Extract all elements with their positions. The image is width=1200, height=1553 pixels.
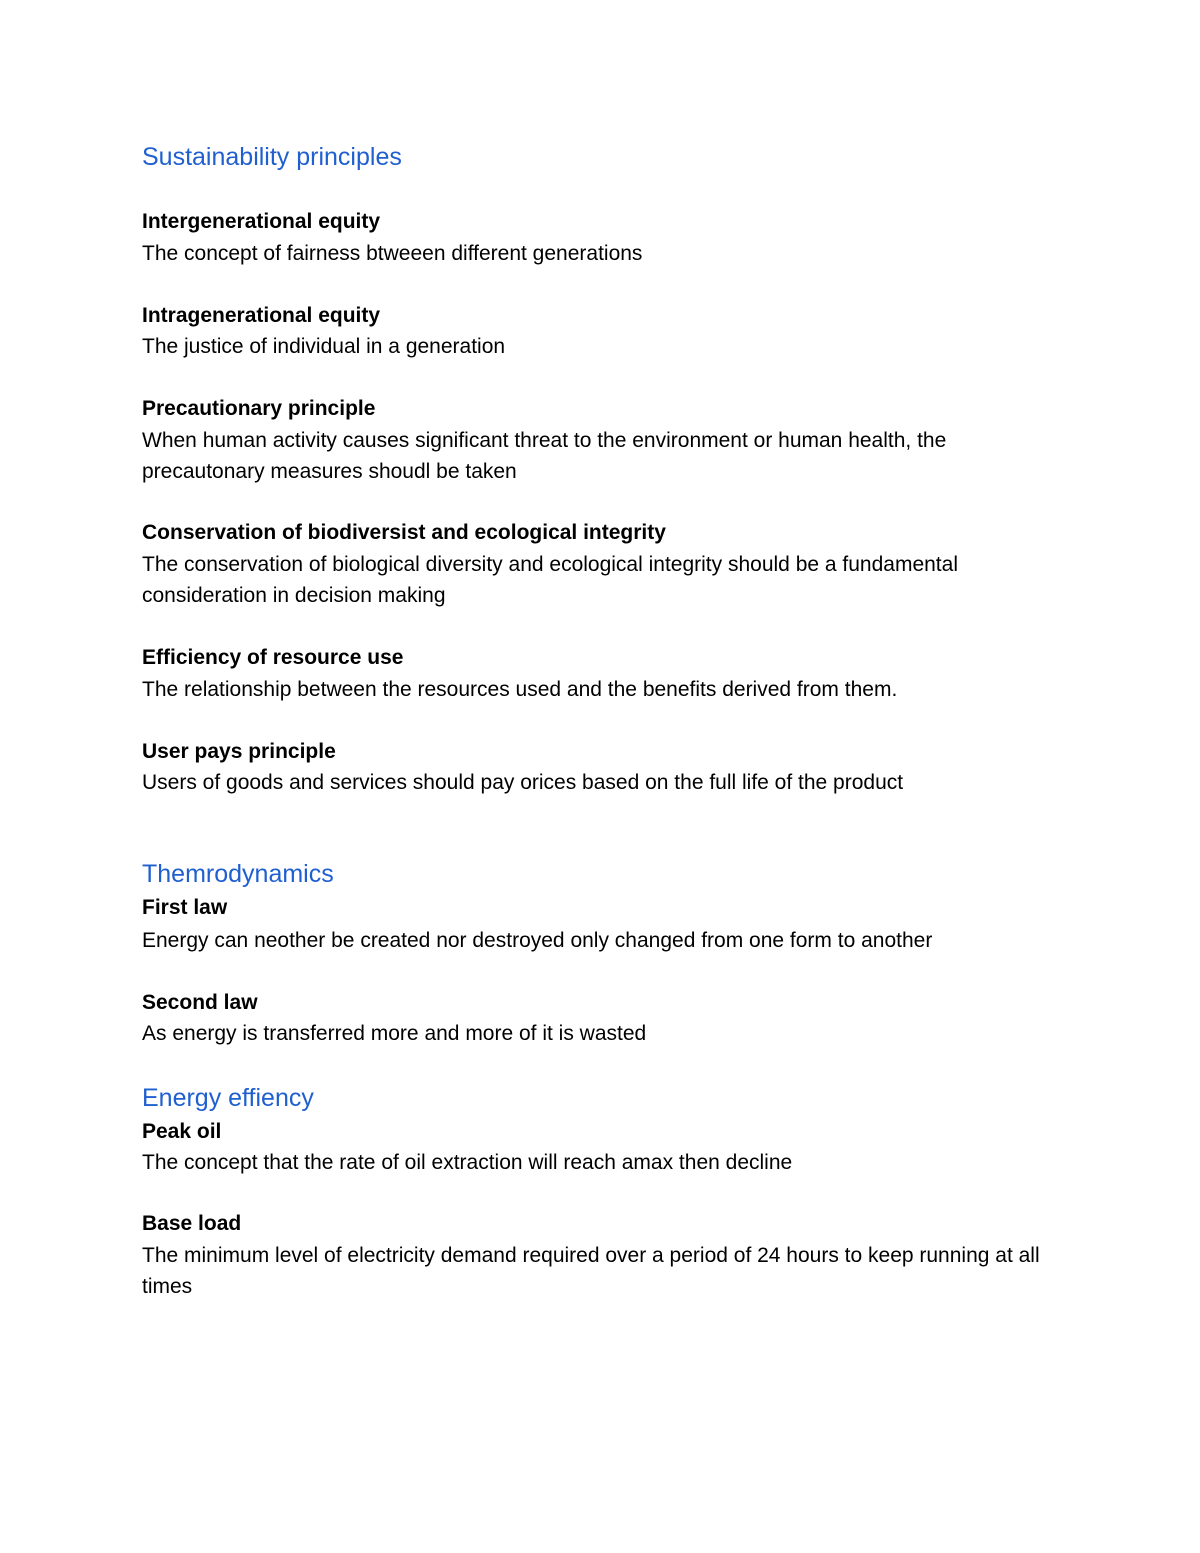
term-intergenerational-equity: Intergenerational equity [142, 210, 381, 233]
definition-user-pays-principle: Users of goods and services should pay orices based on the full life of the product [142, 771, 904, 794]
term-second-law: Second law [142, 991, 258, 1014]
definition-intragenerational-equity: The justice of individual in a generation [142, 335, 506, 358]
term-conservation-biodiversity: Conservation of biodiversist and ecological integrity [142, 521, 666, 544]
definition-intergenerational-equity: The concept of fairness btweeen different generations [142, 242, 643, 265]
term-base-load: Base load [142, 1212, 242, 1235]
definition-first-law: Energy can neother be created nor destroyed only changed from one form to another [142, 929, 933, 952]
term-efficiency-resource-use: Efficiency of resource use [142, 646, 404, 669]
definition-conservation-biodiversity: The conservation of biological diversity and ecological integrity should be a fundamental consideration in decision making [142, 553, 958, 607]
term-user-pays-principle: User pays principle [142, 740, 336, 763]
term-intragenerational-equity: Intragenerational equity [142, 304, 381, 327]
term-peak-oil: Peak oil [142, 1120, 222, 1143]
definition-base-load: The minimum level of electricity demand required over a period of 24 hours to keep running at all times [142, 1244, 1040, 1298]
section-title-thermodynamics: Themrodynamics [142, 860, 334, 888]
definition-second-law: As energy is transferred more and more of it is wasted [142, 1022, 647, 1045]
term-precautionary-principle: Precautionary principle [142, 397, 376, 420]
definition-peak-oil: The concept that the rate of oil extraction will reach amax then decline [142, 1151, 793, 1174]
section-title-energy-efficiency: Energy effiency [142, 1084, 314, 1112]
section-title-sustainability: Sustainability principles [142, 143, 402, 171]
definition-precautionary-principle: When human activity causes significant threat to the environment or human health, the precautonary measures shoudl be taken [142, 429, 947, 483]
term-first-law: First law [142, 896, 228, 919]
definition-efficiency-resource-use: The relationship between the resources used and the benefits derived from them. [142, 678, 898, 701]
